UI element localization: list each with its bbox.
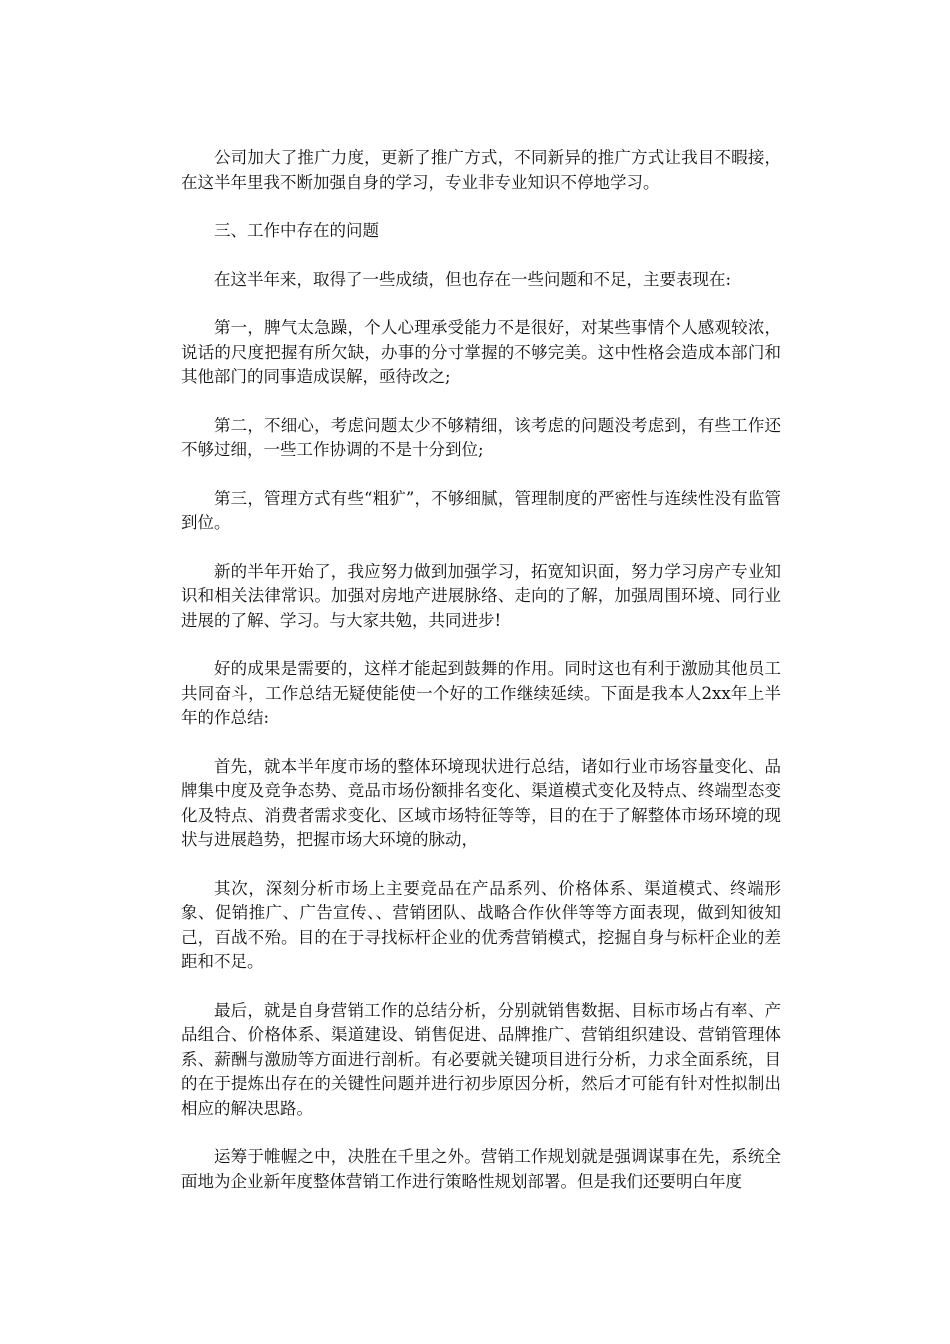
paragraph-finally: 最后，就是自身营销工作的总结分析，分别就销售数据、目标市场占有率、产品组合、价格体系、渠道建设、销售促进、品牌推广、营销组织建设、营销管理体系、薪酬与激励等方面进行剖析。有必要就关键项目进行分析，力求全面系统，目的在于提炼出存在的关键性问题并进行初步原因分析，然后才可能有针对性拟制出相应的解决思路。 — [181, 1000, 781, 1118]
paragraph-promotion: 公司加大了推广力度，更新了推广方式，不同新异的推广方式让我目不暇接，在这半年里我不断加强自身的学习，专业非专业知识不停地学习。 — [181, 148, 781, 192]
paragraph-firstly: 首先，就本半年度市场的整体环境现状进行总结，诸如行业市场容量变化、品牌集中度及竞争态势、竞品市场份额排名变化、渠道模式变化及特点、终端型态变化及特点、消费者需求变化、区域市场特征等等，目的在于了解整体市场环境的现状与进展趋势，把握市场大环境的脉动， — [181, 756, 781, 849]
paragraph-new-half-year: 新的半年开始了，我应努力做到加强学习，拓宽知识面，努力学习房产专业知识和相关法律常识。加强对房地产进展脉络、走向的了解，加强周围环境、同行业进展的了解、学习。与大家共勉，共同进步! — [181, 561, 781, 630]
paragraph-good-results: 好的成果是需要的，这样才能起到鼓舞的作用。同时这也有利于激励其他员工共同奋斗，工作总结无疑使能使一个好的工作继续延续。下面是我本人2xx年上半年的作总结: — [181, 659, 781, 727]
paragraph-first-issue: 第一，脾气太急躁，个人心理承受能力不是很好，对某些事情个人感观较浓，说话的尺度把握有所欠缺，办事的分寸掌握的不够完美。这中性格会造成本部门和其他部门的同事造成误解，亟待改之; — [181, 318, 781, 386]
paragraph-third-issue: 第三，管理方式有些“粗犷”，不够细腻，管理制度的严密性与连续性没有监管到位。 — [181, 488, 781, 532]
paragraph-secondly: 其次，深刻分析市场上主要竞品在产品系列、价格体系、渠道模式、终端形象、促销推广、广告宣传、、营销团队、战略合作伙伴等等方面表现，做到知彼知己，百战不殆。目的在于寻找标杆企业的优秀营销模式，挖掘自身与标杆企业的差距和不足。 — [181, 878, 781, 971]
document-body — [181, 146, 781, 1218]
paragraph-problems-intro: 在这半年来，取得了一些成绩，但也存在一些问题和不足，主要表现在: — [214, 269, 732, 289]
paragraph-planning: 运筹于帷幄之中，决胜在千里之外。营销工作规划就是强调谋事在先，系统全面地为企业新年度整体营销工作进行策略性规划部署。但是我们还要明白年度 — [181, 1147, 781, 1191]
section-heading-problems: 三、工作中存在的问题 — [214, 221, 379, 240]
paragraph-second-issue: 第二，不细心，考虑问题太少不够精细，该考虑的问题没考虑到，有些工作还不够过细，一些工作协调的不是十分到位; — [181, 415, 781, 459]
